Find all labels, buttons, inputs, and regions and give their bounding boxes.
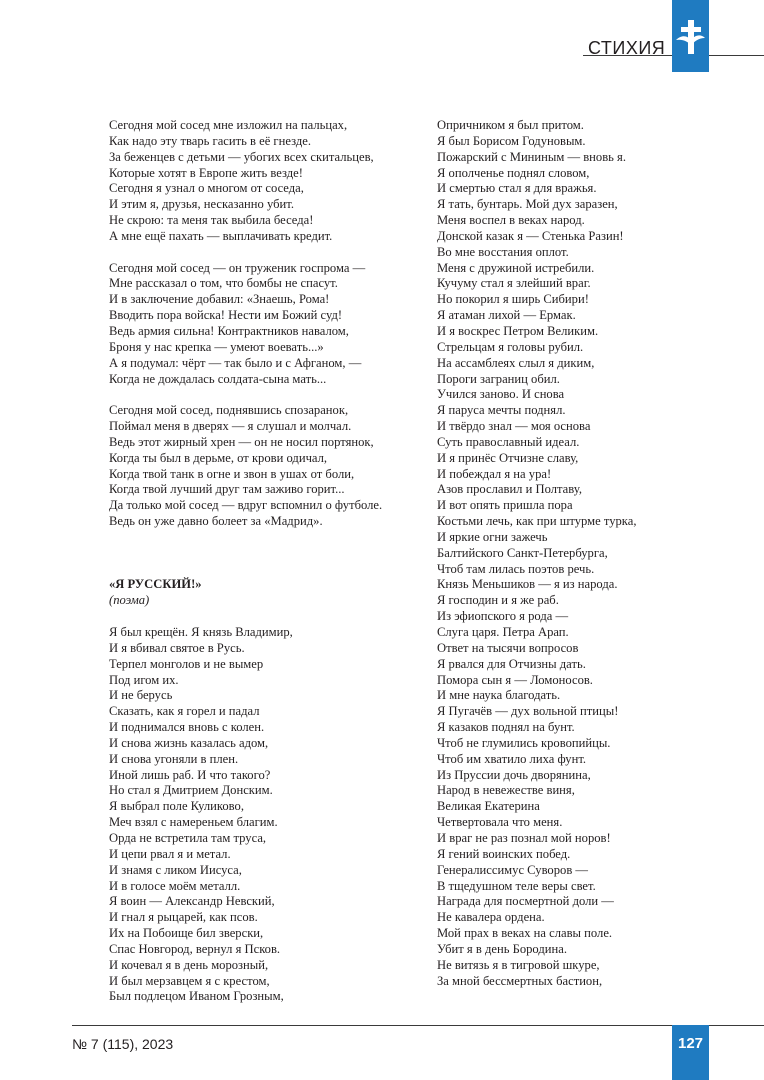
verse-line: Я казаков поднял на бунт. [437,720,575,735]
verse-line: А мне ещё пахать — выплачивать кредит. [109,228,333,243]
page-number-box [672,1025,709,1080]
verse-line: Пожарский с Мининым — вновь я. [437,149,626,164]
cross-bird-logo-icon [672,18,709,58]
verse-line: Сегодня мой сосед, поднявшись спозаранок, [109,403,349,418]
verse-line: Помора сын я — Ломоносов. [437,672,593,687]
verse-line: И снова угоняли в плен. [109,751,239,766]
verse-line: Спас Новгород, вернул я Псков. [109,941,281,956]
verse-line: Опричником я был притом. [437,118,584,132]
verse-line: Стрельцам я головы рубил. [437,339,584,354]
verse-line: Ведь этот жирный хрен — он не носил портянок, [109,434,374,449]
verse-line: Сегодня мой сосед — он труженик госпрома — [109,260,366,275]
verse-line: Орда не встретила там труса, [109,830,267,845]
verse-line: И цепи рвал я и метал. [109,846,231,861]
verse-line: Поймал меня в дверях — я слушал и молчал. [109,419,352,434]
stanza-1 [109,118,409,245]
section-gap [109,562,409,578]
verse-line: Когда не дождалась солдата-сына мать... [109,371,327,386]
verse-line: Четвертовала что меня. [437,815,563,830]
verse-line: Под игом их. [109,672,179,687]
verse-line: Балтийского Санкт-Петербурга, [437,545,608,560]
verse-line: Сегодня я узнал о многом от соседа, [109,181,304,196]
stanza-gap [109,245,409,261]
verse-line: И твёрдо знал — моя основа [437,419,591,434]
verse-line: В тщедушном теле веры свет. [437,878,596,893]
verse-line: Азов прославил и Полтаву, [437,482,582,497]
verse-line: Народ в невежестве виня, [437,783,575,798]
section-title: СТИХИЯ [588,38,666,58]
verse-line: Чтоб им хватило лиха фунт. [437,751,587,766]
verse-line: Я выбрал поле Куликово, [109,799,244,814]
stanza-gap [109,609,409,625]
verse-line: Меня воспел в веках народ. [437,213,585,228]
footer-rule-right [709,1025,764,1026]
verse-line: И я вбивал святое в Русь. [109,640,245,655]
verse-line: Князь Меньшиков — я из народа. [437,577,618,592]
verse-line: Я воин — Александр Невский, [109,894,275,909]
verse-line: И мне наука благодать. [437,688,561,703]
verse-line: Из Пруссии дочь дворянина, [437,767,591,782]
stanza-3 [109,403,409,530]
verse-line: Кучуму стал я злейший враг. [437,276,591,291]
verse-line: Был подлецом Иваном Грозным, [109,989,284,1004]
issue-number: № 7 (115), 2023 [72,1036,174,1052]
verse-line: Я был Борисом Годуновым. [437,133,586,148]
verse-line: Когда твой танк в огне и звон в ушах от боли, [109,466,355,481]
verse-line: А я подумал: чёрт — так было и с Афганом, — [109,355,362,370]
verse-line: Я гений воинских побед. [437,846,571,861]
verse-line: Сказать, как я горел и падал [109,704,260,719]
verse-line: Вводить пора войска! Нести им Божий суд! [109,308,343,323]
verse-line: Броня у нас крепка — умеют воевать...» [109,339,324,354]
verse-line: Когда твой лучший друг там заживо горит... [109,482,345,497]
verse-line: И снова жизнь казалась адом, [109,735,269,750]
verse-line: Убит я в день Бородина. [437,941,567,956]
verse-line: Терпел монголов и не вымер [109,656,264,671]
verse-line: Донской казак я — Стенька Разин! [437,228,624,243]
footer-rule [72,1025,672,1026]
verse-line: Чтоб там лилась поэтов речь. [437,561,595,576]
verse-line: Генералиссимус Суворов — [437,862,589,877]
verse-line: Из эфиопского я рода — [437,609,569,624]
poem-title: «Я РУССКИЙ!» [109,577,202,592]
verse-line: И не берусь [109,688,173,703]
verse-line: Ведь армия сильна! Контрактников навалом, [109,323,349,338]
verse-line: И поднимался вновь с колен. [109,720,265,735]
verse-line: Меня с дружиной истребили. [437,260,595,275]
verse-line: За мной бессмертных бастион, [437,973,603,988]
verse-line: Пороги заграниц обил. [437,371,560,386]
magazine-logo [672,0,709,72]
verse-line: И знамя с ликом Иисуса, [109,862,242,877]
verse-line: Я Пугачёв — дух вольной птицы! [437,704,619,719]
verse-line: И гнал я рыцарей, как псов. [109,910,258,925]
verse-line: Не витязь я в тигровой шкуре, [437,957,600,972]
verse-line: И в голосе моём металл. [109,878,241,893]
verse-line: И в заключение добавил: «Знаешь, Рома! [109,292,330,307]
verse-line: Я атаман лихой — Ермак. [437,308,576,323]
verse-line: Я паруса мечты поднял. [437,403,566,418]
verse-line: Не кавалера ордена. [437,910,545,925]
verse-line: Я господин и я же раб. [437,593,559,608]
poem-subtitle: (поэма) [109,593,150,608]
verse-line: На ассамблеях слыл я диким, [437,355,595,370]
verse-line: Я ополченье поднял словом, [437,165,590,180]
verse-line: Награда для посмертной доли — [437,894,614,909]
verse-line: Костьми лечь, как при штурме турка, [437,514,637,529]
verse-line: Я был крещён. Я князь Владимир, [109,625,293,639]
verse-line: Я тать, бунтарь. Мой дух заразен, [437,197,618,212]
verse-line: И был мерзавцем я с крестом, [109,973,270,988]
header-rule-right [709,55,764,56]
left-column [109,118,409,1005]
verse-line: Их на Побоище бил зверски, [109,926,264,941]
verse-line: И яркие огни зажечь [437,529,548,544]
verse-line: И этим я, друзья, несказанно убит. [109,197,294,212]
section-gap [109,530,409,562]
verse-line: И я принёс Отчизне славу, [437,450,579,465]
verse-line: Когда ты был в дерьме, от крови одичал, [109,450,328,465]
verse-line: Великая Екатерина [437,799,540,814]
verse-line: Меч взял с намереньем благим. [109,815,278,830]
verse-line: Суть православный идеал. [437,434,580,449]
verse-line: Которые хотят в Европе жить везде! [109,165,303,180]
verse-line: Учился заново. И снова [437,387,565,402]
verse-line: Чтоб не глумились кровопийцы. [437,735,611,750]
verse-line: Во мне восстания оплот. [437,244,569,259]
verse-line: Иной лишь раб. И что такого? [109,767,271,782]
verse-line: И вот опять пришла пора [437,498,573,513]
verse-line: Мне рассказал о том, что бомбы не спасут. [109,276,338,291]
right-column [437,118,737,989]
verse-line: Как надо эту тварь гасить в её гнезде. [109,133,311,148]
verse-line: Ведь он уже давно болеет за «Мадрид». [109,514,323,529]
verse-line: И я воскрес Петром Великим. [437,323,599,338]
verse-line: За беженцев с детьми — убогих всех скитальцев, [109,149,374,164]
verse-line: И смертью стал я для вражья. [437,181,597,196]
verse-line: И враг не раз познал мой норов! [437,830,611,845]
verse-line: Да только мой сосед — вдруг вспомнил о футболе. [109,498,383,513]
verse-line: Сегодня мой сосед мне изложил на пальцах, [109,118,348,132]
poem-body-left [109,625,409,1005]
verse-line: Ответ на тысячи вопросов [437,640,579,655]
verse-line: Я рвался для Отчизны дать. [437,656,586,671]
stanza-gap [109,387,409,403]
verse-line: И кочевал я в день морозный, [109,957,269,972]
page-number: 127 [677,1035,704,1052]
stanza-2 [109,261,409,388]
verse-line: Слуга царя. Петра Арап. [437,625,569,639]
verse-line: Не скрою: та меня так выбила беседа! [109,213,314,228]
verse-line: Но стал я Дмитрием Донским. [109,783,273,798]
verse-line: И побеждал я на ура! [437,466,552,481]
verse-line: Мой прах в веках на славы поле. [437,926,613,941]
verse-line: Но покорил я ширь Сибири! [437,292,589,307]
